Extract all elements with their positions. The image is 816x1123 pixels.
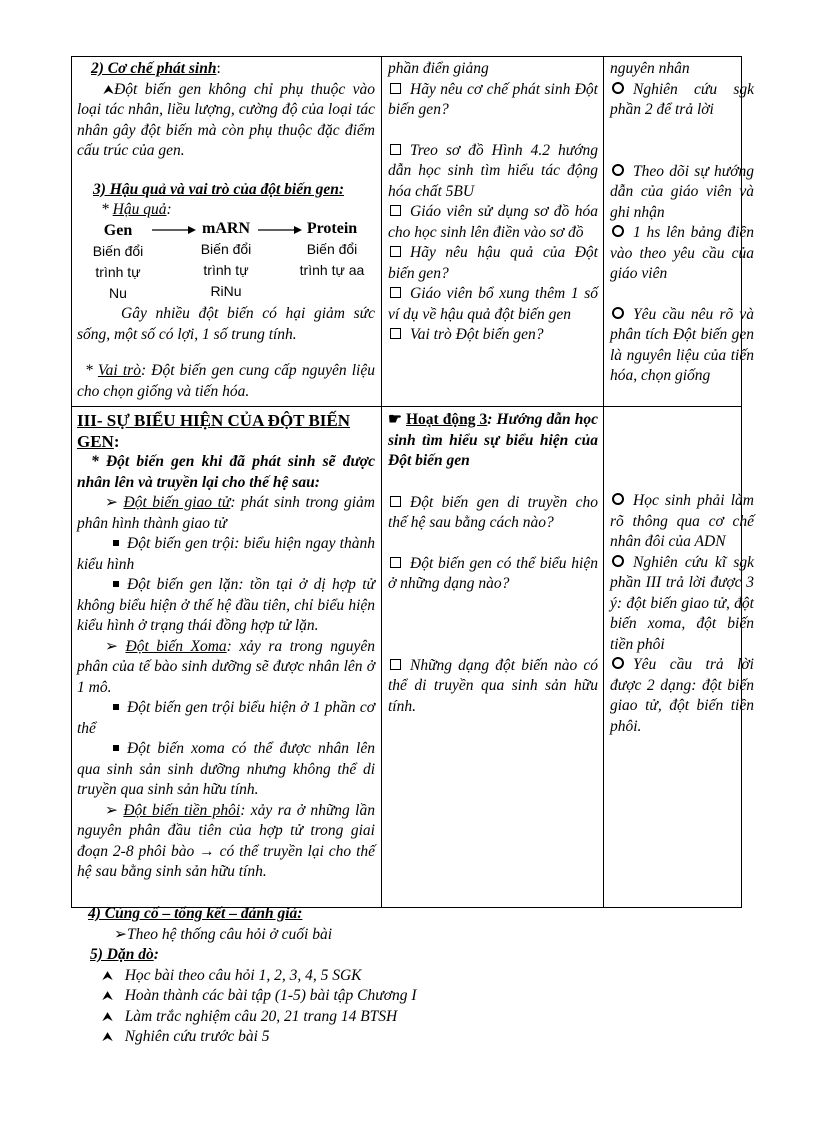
hau-qua-label: * Hậu quả: bbox=[101, 201, 172, 218]
circle-bullet-icon bbox=[612, 307, 624, 319]
row-divider bbox=[71, 406, 742, 407]
row1-col1-content-b bbox=[77, 304, 375, 402]
row2-col2-content bbox=[388, 410, 598, 717]
checkbox-square-icon bbox=[390, 246, 401, 257]
flow-marn: mARN Biến đổi trình tự RiNu bbox=[200, 220, 252, 299]
table-border-top bbox=[71, 56, 742, 57]
question-2: Treo sơ đồ Hình 4.2 hướng dẫn học sinh tìm hiểu tác động hóa chất 5BU bbox=[388, 141, 598, 200]
checkbox-square-icon bbox=[390, 205, 401, 216]
row1-col1-content bbox=[77, 59, 375, 221]
table-border-left bbox=[71, 56, 72, 908]
row2-col3-content bbox=[610, 491, 754, 737]
tent-bullet-icon: ⮝ bbox=[102, 1029, 114, 1044]
continued-text: nguyên nhân bbox=[610, 60, 690, 77]
question-1: Hãy nêu cơ chế phát sinh Đột biến gen? bbox=[388, 80, 598, 118]
column-divider-2 bbox=[603, 56, 604, 908]
list-item: ⮝ Học bài theo câu hỏi 1, 2, 3, 4, 5 SGK bbox=[102, 966, 362, 984]
section-heading-2: 2) Cơ chế phát sinh: bbox=[91, 60, 221, 77]
section-4-item: ➢Theo hệ thống câu hỏi ở cuối bài bbox=[114, 925, 333, 943]
tien-phoi-paragraph: ➢ Đột biến tiền phôi: xảy ra ở những lần nguyên phân đầu tiên của hợp tử trong giai đoạn 2-8 phôi bào → có thể truyền lại cho thế hệ sau bằng sinh sản hữu tính. bbox=[77, 801, 376, 880]
checkbox-square-icon bbox=[390, 287, 401, 298]
checkbox-square-icon bbox=[390, 328, 401, 339]
flow-gen: Gen Biến đổi trình tự Nu bbox=[92, 222, 144, 301]
circle-bullet-icon bbox=[612, 657, 624, 669]
section-heading-5: 5) Dặn dò: bbox=[90, 946, 159, 963]
giao-tu-paragraph: ➢ Đột biến giao tử: phát sinh trong giảm phân hình thành giao tử bbox=[77, 494, 375, 532]
xoma-paragraph: ➢ Đột biến Xoma: xảy ra trong nguyên phân của tế bào sinh dưỡng sẽ được nhân lên ở 1 mô. bbox=[77, 637, 375, 696]
answer-3: 1 hs lên bảng điền vào theo yêu cầu của giáo viên bbox=[610, 224, 754, 282]
troi-paragraph: Đột biến gen trội: biểu hiện ngay thành kiểu hình bbox=[77, 535, 375, 573]
pointing-hand-icon: ☛ bbox=[388, 411, 406, 428]
question-5: Giáo viên bổ xung thêm 1 số ví dụ về hậu quả đột biến gen bbox=[388, 285, 598, 323]
xoma-bullet-2: Đột biến xoma có thể được nhân lên qua sinh sản sinh dưỡng nhưng không thể di truyền qua sinh sản hữu tính. bbox=[77, 740, 375, 798]
question-7: Đột biến gen di truyền cho thế hệ sau bằng cách nào? bbox=[388, 493, 598, 531]
hau-qua-paragraph: Gây nhiều đột biến có hại giảm sức sống, một số có lợi, 1 số trung tính. bbox=[77, 305, 375, 343]
arrow-bullet-icon: ➢ bbox=[105, 637, 126, 655]
question-4: Hãy nêu hậu quả của Đột biến gen? bbox=[388, 244, 598, 282]
xoma-bullet-1: Đột biến gen trội biểu hiện ở 1 phần cơ thể bbox=[77, 699, 375, 737]
list-item: ⮝ Làm trắc nghiệm câu 20, 21 trang 14 BTSH bbox=[102, 1007, 398, 1025]
arrow-bullet-icon: ➢ bbox=[114, 925, 127, 943]
continued-text: phần điển giảng bbox=[388, 60, 489, 77]
row1-col3-content bbox=[610, 59, 754, 387]
checkbox-square-icon bbox=[390, 496, 401, 507]
circle-bullet-icon bbox=[612, 225, 624, 237]
right-arrow-icon: → bbox=[199, 842, 215, 860]
answer-5: Học sinh phải làm rõ thông qua cơ chế nhân đôi của ADN bbox=[610, 492, 754, 550]
vai-tro-paragraph: * Vai trò: Đột biến gen cung cấp nguyên liệu cho chọn giống và tiến hóa. bbox=[77, 362, 375, 400]
answer-4: Yêu cầu nêu rõ và phân tích Đột biến gen là nguyên liệu của tiến hóa, chọn giống bbox=[610, 305, 754, 384]
square-bullet-icon bbox=[113, 745, 119, 751]
square-bullet-icon bbox=[113, 581, 119, 587]
arrow-bullet-icon: ➢ bbox=[105, 494, 124, 511]
lan-paragraph: Đột biến gen lặn: tồn tại ở dị hợp tử không biểu hiện ở thế hệ đầu tiên, chỉ biểu hiện kiểu hình ở trạng thái đồng hợp tử lặn. bbox=[77, 576, 375, 634]
answer-7: Yêu cầu trả lời được 2 dạng: đột biến giao tử, đột biến tiền phôi. bbox=[610, 656, 754, 735]
row1-col2-content bbox=[388, 59, 598, 346]
column-divider-1 bbox=[381, 56, 382, 908]
list-item: ⮝ Hoàn thành các bài tập (1-5) bài tập Chương I bbox=[102, 987, 417, 1004]
section-heading-4: 4) Củng cố – tổng kết – đánh giá: bbox=[88, 905, 303, 922]
question-8: Đột biến gen có thể biểu hiện ở những dạng nào? bbox=[388, 554, 598, 592]
square-bullet-icon bbox=[113, 540, 119, 546]
section-heading-3: 3) Hậu quả và vai trò của đột biến gen: bbox=[93, 180, 345, 198]
circle-bullet-icon bbox=[612, 164, 624, 176]
flow-arrow-icon bbox=[152, 224, 196, 236]
answer-6: Nghiên cứu kĩ sgk phần III trả lời được 3 ý: đột biến giao tử, đột biến xoma, đột biến tiền phôi bbox=[610, 553, 754, 653]
question-9: Những dạng đột biến nào có thể di truyền qua sinh sản hữu tính. bbox=[388, 656, 598, 715]
section-4 bbox=[88, 904, 417, 1048]
tent-bullet-icon: ⮝ bbox=[103, 81, 115, 97]
checkbox-square-icon bbox=[390, 83, 401, 94]
flow-protein: Protein Biến đổi trình tự aa bbox=[299, 220, 365, 278]
checkbox-square-icon bbox=[390, 659, 401, 670]
circle-bullet-icon bbox=[612, 555, 624, 567]
question-3: Giáo viên sử dụng sơ đồ hóa cho học sinh lên điền vào sơ đồ bbox=[388, 203, 598, 241]
arrow-bullet-icon: ➢ bbox=[105, 801, 124, 819]
section-heading-III: III- SỰ BIỂU HIỆN CỦA ĐỘT BIẾN GEN: bbox=[77, 411, 351, 451]
answer-2: Theo dõi sự hướng dẫn của giáo viên và ghi nhận bbox=[610, 162, 754, 221]
activity-3-heading: ☛ Hoạt động 3: Hướng dẫn học sinh tìm hiểu sự biểu hiện của Đột biến gen bbox=[388, 411, 598, 469]
tent-bullet-icon: ⮝ bbox=[102, 967, 114, 983]
list-item: ⮝ Nghiên cứu trước bài 5 bbox=[102, 1028, 270, 1045]
answer-1: Nghiên cứu sgk phần 2 để trả lời bbox=[610, 80, 754, 118]
question-6: Vai trò Đột biến gen? bbox=[388, 325, 598, 346]
circle-bullet-icon bbox=[612, 82, 624, 94]
checkbox-square-icon bbox=[390, 144, 401, 155]
square-bullet-icon bbox=[113, 704, 119, 710]
expression-intro: * Đột biến gen khi đã phát sinh sẽ được nhân lên và truyền lại cho thế hệ sau: bbox=[77, 453, 375, 491]
tent-bullet-icon: ⮝ bbox=[102, 1008, 114, 1024]
mechanism-paragraph: ⮝Đột biến gen không chỉ phụ thuộc vào loại tác nhân, liều lượng, cường độ của loại tác nhân gây đột biến mà còn phụ thuộc đặc điểm cấu trúc của gen. bbox=[77, 80, 375, 159]
circle-bullet-icon bbox=[612, 493, 624, 505]
checkbox-square-icon bbox=[390, 557, 401, 568]
row2-col1-content bbox=[77, 410, 375, 883]
tent-bullet-icon: ⮝ bbox=[102, 988, 114, 1003]
